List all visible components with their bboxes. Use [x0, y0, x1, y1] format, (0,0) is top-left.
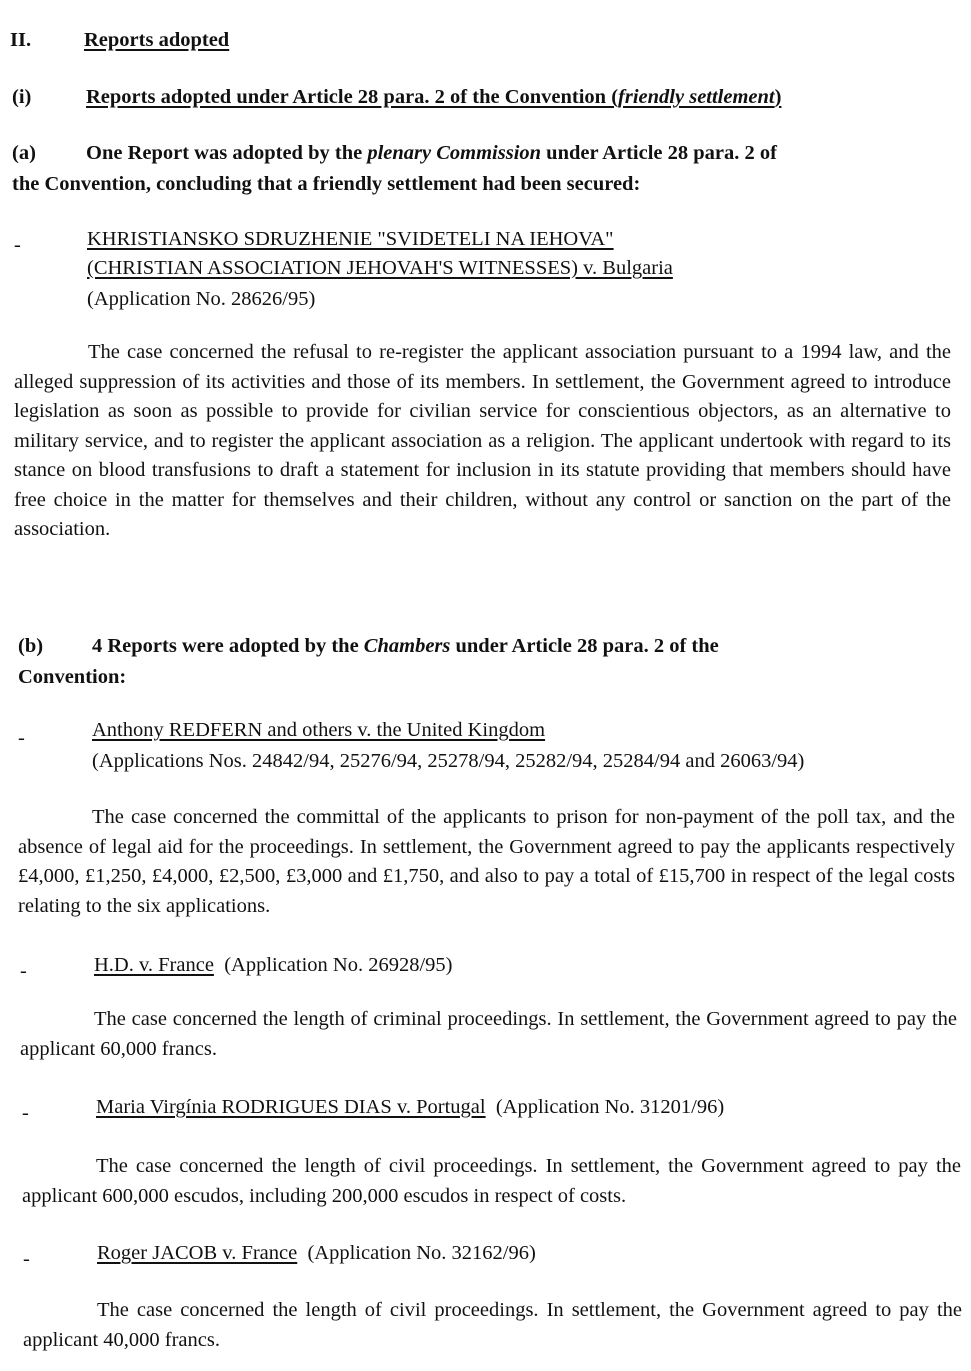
case-heading-line	[96, 1097, 724, 1118]
case-application-number: (Applications Nos. 24842/94, 25276/94, 25278/94, 25282/94, 25284/94 and 26063/94)	[92, 750, 805, 772]
case-bullet: -	[18, 727, 25, 749]
case-application-number: (Application No. 26928/95)	[224, 954, 453, 976]
case-summary: The case concerned the length of criminal proceedings. In settlement, the Government agreed to pay the applicant 60,000 francs.	[20, 1008, 957, 1060]
case-title-line1: KHRISTIANSKO SDRUZHENIE "SVIDETELI NA IEHOVA"	[87, 228, 614, 250]
part-b-heading-line2: Convention:	[18, 666, 127, 688]
part-b-heading-line1: (b) 4 Reports were adopted by the Chambers under Article 28 para. 2 of the	[18, 635, 719, 657]
case-summary: The case concerned the committal of the applicants to prison for non-payment of the poll tax, and the absence of legal aid for the proceedings. In settlement, the Government agreed to pay the applicants respectively £4,000, £1,250, £4,000, £2,500, £3,000 and £1,750, and also to pay a total of £15,700 in respect of the legal costs relating to the six applications.	[18, 806, 955, 917]
case-title: Anthony REDFERN and others v. the United Kingdom	[92, 719, 546, 741]
case-bullet: -	[23, 1248, 30, 1270]
part-b-number: (b)	[18, 635, 44, 657]
part-a-number: (a)	[12, 142, 36, 164]
section-number: II.	[10, 29, 32, 51]
subsection-title-emphasis: friendly settlement	[618, 86, 775, 108]
case-bullet: -	[20, 960, 27, 982]
part-a-heading-line2: the Convention, concluding that a friendly settlement had been secured:	[12, 173, 641, 195]
case-heading-line	[97, 1243, 536, 1264]
case-heading-line	[94, 955, 453, 976]
case-title: H.D. v. France	[94, 954, 214, 976]
case-summary: The case concerned the length of civil proceedings. In settlement, the Government agreed to pay the applicant 40,000 francs.	[23, 1299, 962, 1351]
case-bullet: -	[14, 234, 21, 256]
case-application-number: (Application No. 31201/96)	[495, 1096, 725, 1118]
case-title: Roger JACOB v. France	[97, 1242, 298, 1264]
part-a-heading-line1: (a) One Report was adopted by the plenary Commission under Article 28 para. 2 of	[12, 142, 777, 164]
subsection-title: Reports adopted under Article 28 para. 2 of the Convention (friendly settlement)	[86, 86, 782, 108]
case-summary: The case concerned the refusal to re-register the applicant association pursuant to a 1994 law, and the alleged suppression of its activities and those of its members. In settlement, the Government agreed to introduce legislation as soon as possible to provide for civilian service for conscientious objectors, as an alternative to military service, and to register the applicant association as a religion. The applicant undertook with regard to its stance on blood transfusions to draft a statement for inclusion in its statute providing that members should have free choice in the matter for themselves and their children, without any control or sanction on the part of the association.	[14, 341, 951, 540]
case-title-line2: (CHRISTIAN ASSOCIATION JEHOVAH'S WITNESSES) v. Bulgaria	[87, 257, 673, 279]
subsection-heading	[12, 87, 781, 108]
section-title: Reports adopted	[84, 29, 230, 51]
section-heading	[10, 30, 229, 51]
case-bullet: -	[22, 1102, 29, 1124]
case-application-number: (Application No. 32162/96)	[307, 1242, 536, 1264]
case-title: Maria Virgínia RODRIGUES DIAS v. Portugal	[96, 1096, 486, 1118]
case-application-number: (Application No. 28626/95)	[87, 288, 316, 310]
part-b-emphasis: Chambers	[363, 635, 451, 657]
part-a-emphasis: plenary Commission	[367, 142, 542, 164]
subsection-number: (i)	[12, 86, 32, 108]
case-summary: The case concerned the length of civil proceedings. In settlement, the Government agreed to pay the applicant 600,000 escudos, including 200,000 escudos in respect of costs.	[22, 1155, 961, 1207]
